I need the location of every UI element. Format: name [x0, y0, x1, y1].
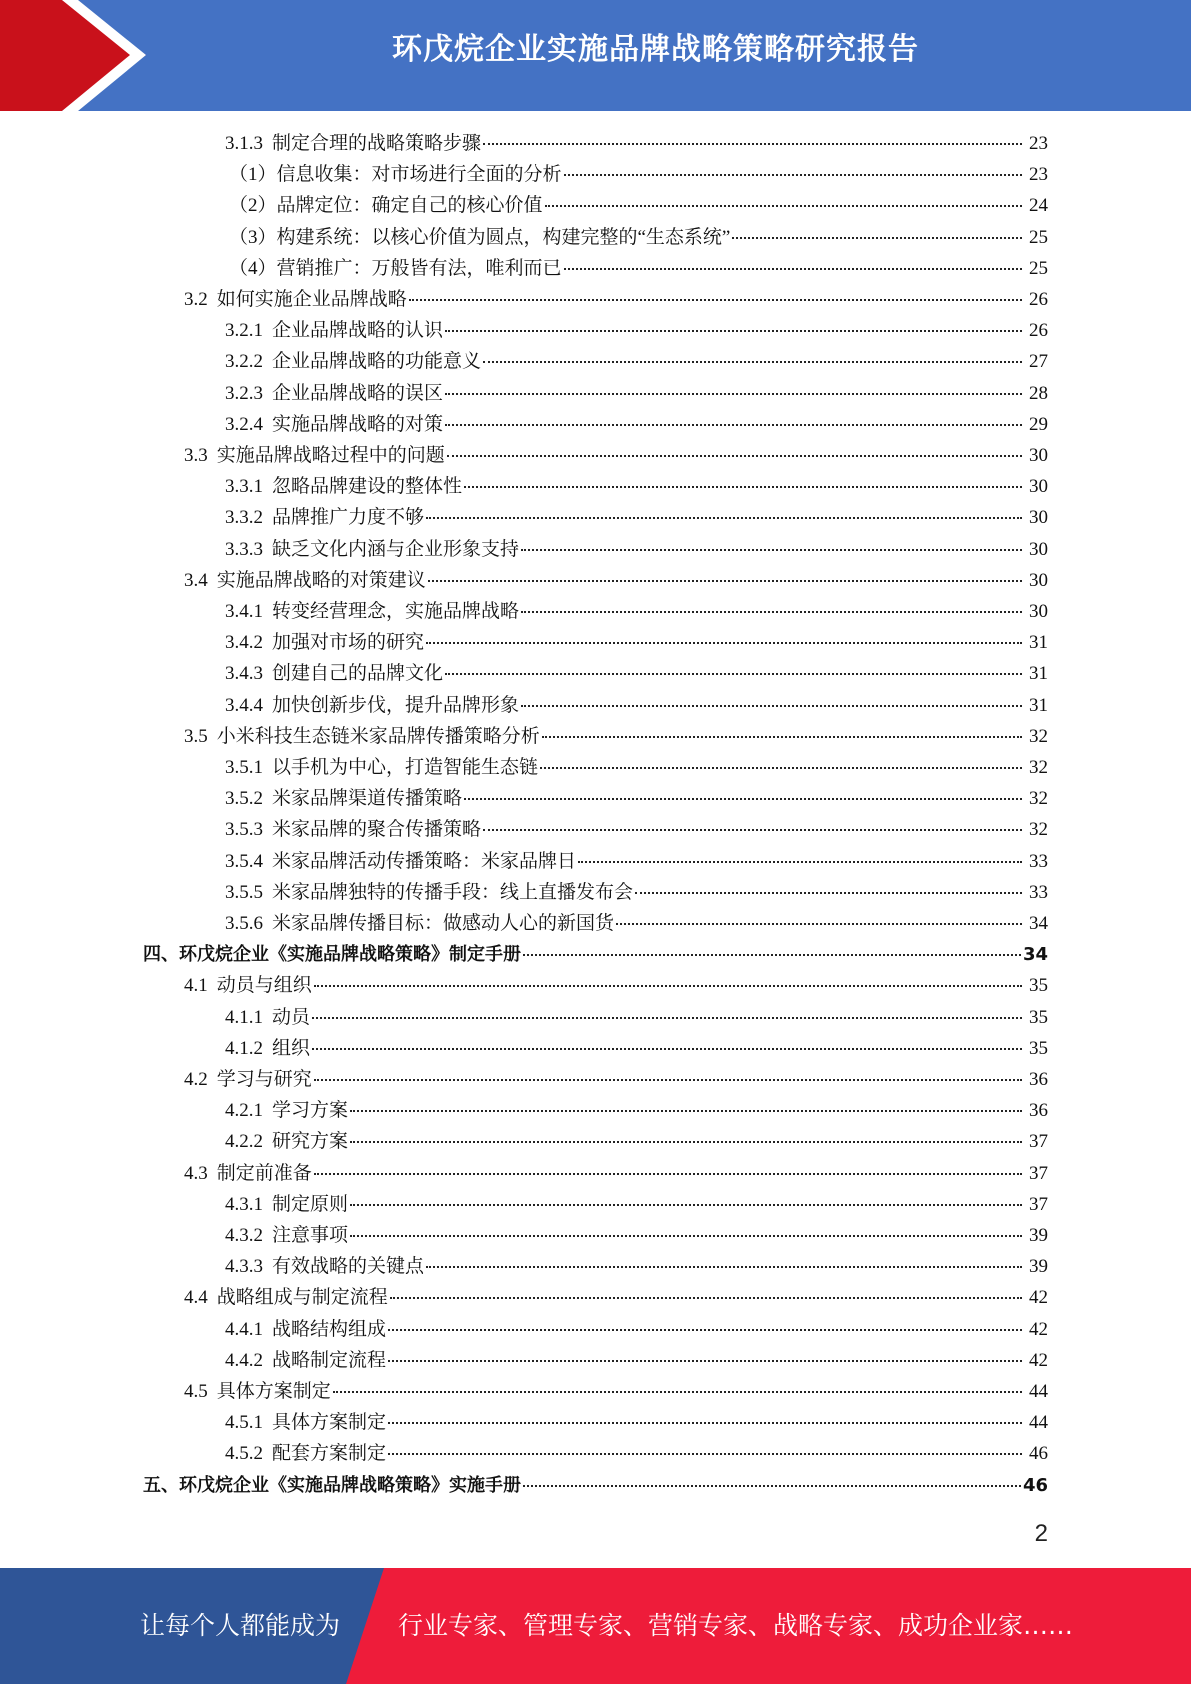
toc-entry-page: 25 — [1029, 226, 1048, 248]
toc-entry-title: 战略制定流程 — [272, 1349, 387, 1371]
toc-entry-page: 31 — [1029, 694, 1048, 716]
toc-entry-title: （3）构建系统：以核心价值为圆点，构建完整的“生态系统” — [229, 226, 731, 248]
toc-entry-title: 米家品牌的聚合传播策略 — [272, 819, 482, 841]
toc-entry-page: 34 — [1022, 944, 1048, 966]
toc-dot-leader — [350, 1110, 1022, 1112]
toc-entry-title: 创建自己的品牌文化 — [272, 663, 444, 685]
toc-entry-number: 3.3 — [184, 445, 208, 466]
toc-entry-title: 学习方案 — [272, 1100, 349, 1122]
toc-entry[interactable] — [225, 1189, 1048, 1220]
toc-entry[interactable] — [229, 159, 1048, 190]
toc-entry-number: 3.5.1 — [225, 757, 263, 778]
toc-dot-leader — [564, 268, 1022, 270]
toc-entry-title: 米家品牌传播目标：做感动人心的新国货 — [272, 913, 615, 934]
toc-dot-leader — [350, 1204, 1022, 1206]
toc-entry-title: 企业品牌战略的认识 — [272, 320, 444, 342]
toc-entry-page: 42 — [1029, 1287, 1048, 1309]
toc-dot-leader — [409, 299, 1022, 301]
toc-dot-leader — [523, 954, 1021, 956]
toc-entry-title: 转变经营理念，实施品牌战略 — [272, 601, 520, 622]
toc-entry-number: 3.2.2 — [225, 351, 263, 373]
toc-entry-page: 31 — [1029, 663, 1048, 685]
toc-entry-page: 32 — [1029, 819, 1048, 841]
toc-dot-leader — [545, 205, 1022, 207]
toc-entry[interactable] — [225, 1438, 1048, 1469]
toc-entry[interactable] — [143, 1470, 1048, 1501]
toc-dot-leader — [390, 1297, 1022, 1299]
toc-entry-number: 4.5.1 — [225, 1412, 263, 1434]
toc-entry-title: 配套方案制定 — [272, 1443, 387, 1465]
toc-entry-title: 加快创新步伐，提升品牌形象 — [272, 694, 520, 716]
toc-entry[interactable] — [225, 502, 1048, 533]
toc-entry-page: 39 — [1029, 1225, 1048, 1246]
toc-entry-page: 30 — [1029, 445, 1048, 466]
toc-entry-number: 4.3.2 — [225, 1225, 263, 1246]
toc-entry[interactable] — [225, 1407, 1048, 1438]
toc-entry-page: 36 — [1029, 1069, 1048, 1090]
toc-entry-number: 4.1.2 — [225, 1037, 263, 1059]
toc-entry[interactable] — [225, 690, 1048, 721]
toc-entry-number: 3.5.5 — [225, 881, 263, 903]
toc-entry-page: 30 — [1029, 601, 1048, 622]
toc-dot-leader — [445, 393, 1022, 395]
toc-entry-page: 32 — [1029, 725, 1048, 747]
toc-dot-leader — [483, 143, 1022, 145]
toc-entry[interactable] — [225, 1002, 1048, 1033]
toc-entry[interactable] — [225, 315, 1048, 346]
toc-entry-title: 注意事项 — [272, 1225, 349, 1246]
toc-dot-leader — [445, 330, 1022, 332]
toc-entry-page: 35 — [1029, 975, 1048, 997]
toc-entry[interactable] — [225, 378, 1048, 409]
toc-entry[interactable] — [229, 190, 1048, 221]
toc-dot-leader — [616, 923, 1022, 925]
toc-entry[interactable] — [225, 752, 1048, 783]
toc-entry[interactable] — [184, 1064, 1048, 1095]
toc-entry-title: 制定原则 — [272, 1193, 349, 1215]
toc-entry-number: 3.4 — [184, 569, 208, 591]
toc-entry[interactable] — [225, 596, 1048, 627]
toc-entry-number: 4.5.2 — [225, 1443, 263, 1465]
toc-dot-leader — [388, 1453, 1022, 1455]
toc-entry-title: 制定前准备 — [216, 1162, 312, 1184]
toc-entry-title: 动员与组织 — [216, 975, 312, 997]
toc-entry-page: 34 — [1029, 913, 1048, 934]
toc-entry-title: 学习与研究 — [216, 1069, 312, 1090]
toc-entry-page: 42 — [1029, 1318, 1048, 1340]
toc-entry[interactable] — [143, 939, 1048, 970]
toc-entry-page: 25 — [1029, 257, 1048, 279]
toc-dot-leader — [732, 237, 1022, 239]
toc-entry[interactable] — [225, 846, 1048, 877]
toc-entry-page: 27 — [1029, 351, 1048, 373]
toc-dot-leader — [521, 549, 1022, 551]
toc-entry-number: 3.1.3 — [225, 133, 263, 154]
toc-entry-page: 30 — [1029, 569, 1048, 591]
toc-dot-leader — [312, 1048, 1022, 1050]
toc-entry-page: 32 — [1029, 757, 1048, 778]
toc-entry[interactable] — [229, 253, 1048, 284]
toc-entry-number: 3.4.2 — [225, 632, 263, 654]
toc-entry[interactable] — [184, 1376, 1048, 1407]
toc-entry-title: 缺乏文化内涵与企业形象支持 — [272, 538, 520, 560]
toc-entry-title: 战略结构组成 — [272, 1318, 387, 1340]
toc-entry-number: 3.3.1 — [225, 476, 263, 498]
toc-entry-title: 实施品牌战略过程中的问题 — [216, 445, 445, 466]
toc-entry-page: 35 — [1029, 1006, 1048, 1028]
toc-entry-title: 企业品牌战略的功能意义 — [272, 351, 482, 373]
toc-entry[interactable] — [184, 440, 1048, 471]
toc-entry-title: 企业品牌战略的误区 — [272, 382, 444, 404]
toc-entry[interactable] — [225, 128, 1048, 159]
toc-dot-leader — [426, 642, 1022, 644]
toc-entry-page: 44 — [1029, 1412, 1048, 1434]
toc-entry-title: 如何实施企业品牌战略 — [216, 289, 407, 310]
toc-entry-title: 品牌推广力度不够 — [272, 507, 425, 529]
toc-entry-number: 3.5.2 — [225, 788, 263, 810]
toc-dot-leader — [350, 1141, 1022, 1143]
toc-dot-leader — [426, 517, 1022, 519]
toc-entry-page: 37 — [1029, 1131, 1048, 1153]
toc-entry[interactable] — [225, 471, 1048, 502]
toc-entry-title: 米家品牌活动传播策略：米家品牌日 — [272, 850, 577, 872]
toc-entry[interactable] — [225, 783, 1048, 814]
toc-entry-title: 研究方案 — [272, 1131, 349, 1153]
toc-entry[interactable] — [225, 1314, 1048, 1345]
toc-entry-title: 小米科技生态链米家品牌传播策略分析 — [216, 725, 540, 747]
toc-entry[interactable] — [225, 534, 1048, 565]
toc-entry[interactable] — [225, 814, 1048, 845]
toc-entry-page: 23 — [1029, 164, 1048, 186]
toc-entry-title: 加强对市场的研究 — [272, 632, 425, 654]
toc-entry-number: 4.4.1 — [225, 1318, 263, 1340]
toc-entry-number: 4.2.2 — [225, 1131, 263, 1153]
header-title: 环戊烷企业实施品牌战略策略研究报告 — [392, 32, 919, 67]
toc-entry-number: 4.4 — [184, 1287, 208, 1309]
toc-entry[interactable] — [184, 970, 1048, 1001]
toc-entry-title: 有效战略的关键点 — [272, 1256, 425, 1278]
toc-dot-leader — [521, 705, 1022, 707]
toc-entry-number: 3.3.3 — [225, 538, 263, 560]
toc-dot-leader — [523, 1485, 1021, 1487]
toc-entry-title: （2）品牌定位：确定自己的核心价值 — [229, 195, 543, 217]
toc-entry[interactable] — [225, 908, 1048, 939]
toc-entry-page: 30 — [1029, 538, 1048, 560]
toc-dot-leader — [426, 1266, 1022, 1268]
toc-entry-number: 3.5.3 — [225, 819, 263, 841]
toc-dot-leader — [314, 1079, 1022, 1081]
page-footer — [0, 1568, 1191, 1684]
toc-entry-title: （1）信息收集：对市场进行全面的分析 — [229, 164, 562, 186]
toc-entry-number: 3.2.4 — [225, 413, 263, 435]
toc-dot-leader — [445, 424, 1022, 426]
toc-entry[interactable] — [225, 1251, 1048, 1282]
toc-entry[interactable] — [184, 284, 1048, 315]
toc-entry[interactable] — [184, 1282, 1048, 1313]
toc-entry-number: 4.1.1 — [225, 1006, 263, 1028]
toc-dot-leader — [521, 611, 1022, 613]
toc-entry[interactable] — [225, 1033, 1048, 1064]
toc-entry-page: 30 — [1029, 476, 1048, 498]
toc-entry-number: 4.1 — [184, 975, 208, 997]
toc-entry-number: 3.5.4 — [225, 850, 263, 872]
toc-dot-leader — [333, 1391, 1022, 1393]
toc-dot-leader — [483, 829, 1022, 831]
toc-entry-page: 28 — [1029, 382, 1048, 404]
toc-entry-title: （4）营销推广：万般皆有法，唯利而已 — [229, 257, 562, 279]
toc-entry-page: 24 — [1029, 195, 1048, 217]
toc-dot-leader — [388, 1360, 1022, 1362]
toc-entry-title: 米家品牌独特的传播手段：线上直播发布会 — [272, 881, 634, 903]
toc-dot-leader — [388, 1329, 1022, 1331]
toc-entry-page: 39 — [1029, 1256, 1048, 1278]
toc-entry-number: 4.4.2 — [225, 1349, 263, 1371]
toc-entry-title: 动员 — [272, 1006, 311, 1028]
toc-entry[interactable] — [225, 409, 1048, 440]
toc-entry-page: 30 — [1029, 507, 1048, 529]
toc-dot-leader — [564, 174, 1022, 176]
toc-dot-leader — [540, 767, 1022, 769]
toc-entry-title: 组织 — [272, 1037, 311, 1059]
toc-entry-number: 3.2.1 — [225, 320, 263, 342]
toc-entry-number: 3.4.4 — [225, 694, 263, 716]
toc-entry-number: 4.2.1 — [225, 1100, 263, 1122]
toc-entry[interactable] — [225, 1095, 1048, 1126]
toc-entry-number: 3.2.3 — [225, 382, 263, 404]
toc-entry-page: 26 — [1029, 320, 1048, 342]
toc-dot-leader — [447, 455, 1022, 457]
toc-entry-page: 32 — [1029, 788, 1048, 810]
toc-entry-page: 35 — [1029, 1037, 1048, 1059]
toc-entry-page: 42 — [1029, 1349, 1048, 1371]
toc-dot-leader — [388, 1422, 1022, 1424]
toc-entry-page: 33 — [1029, 850, 1048, 872]
toc-entry-title: 米家品牌渠道传播策略 — [272, 788, 463, 810]
toc-entry-number: 4.3.1 — [225, 1193, 263, 1215]
toc-entry-number: 3.5.6 — [225, 913, 263, 934]
toc-dot-leader — [314, 985, 1022, 987]
toc-entry[interactable] — [225, 877, 1048, 908]
toc-entry-title: 战略组成与制定流程 — [216, 1287, 388, 1309]
toc-entry[interactable] — [184, 1158, 1048, 1189]
page-header — [0, 0, 1191, 111]
toc-entry-number: 4.3 — [184, 1162, 208, 1184]
toc-entry-title: 五、环戊烷企业《实施品牌战略策略》实施手册 — [143, 1474, 521, 1496]
toc-entry-title: 实施品牌战略的对策建议 — [216, 569, 426, 591]
toc-dot-leader — [542, 736, 1022, 738]
toc-entry-title: 实施品牌战略的对策 — [272, 413, 444, 435]
toc-dot-leader — [314, 1173, 1022, 1175]
toc-entry-page: 36 — [1029, 1100, 1048, 1122]
toc-entry-page: 26 — [1029, 289, 1048, 310]
toc-entry-page: 37 — [1029, 1193, 1048, 1215]
toc-dot-leader — [445, 673, 1022, 675]
toc-entry-number: 3.4.1 — [225, 601, 263, 622]
toc-entry-page: 23 — [1029, 133, 1048, 154]
toc-entry[interactable] — [184, 721, 1048, 752]
toc-entry[interactable] — [229, 222, 1048, 253]
toc-entry[interactable] — [225, 1126, 1048, 1157]
footer-slogan-right: 行业专家、管理专家、营销专家、战略专家、成功企业家…… — [398, 1611, 1074, 1640]
toc-entry-title: 具体方案制定 — [272, 1412, 387, 1434]
toc-entry-title: 忽略品牌建设的整体性 — [272, 476, 463, 498]
toc-dot-leader — [350, 1235, 1022, 1237]
toc-dot-leader — [464, 798, 1022, 800]
toc-entry-number: 3.2 — [184, 289, 208, 310]
toc-entry-number: 4.5 — [184, 1381, 208, 1402]
toc-entry[interactable] — [225, 658, 1048, 689]
toc-entry[interactable] — [225, 346, 1048, 377]
toc-entry-title: 制定合理的战略策略步骤 — [272, 133, 482, 154]
footer-slogan-left: 让每个人都能成为 — [140, 1611, 341, 1640]
toc-entry-page: 33 — [1029, 881, 1048, 903]
toc-entry-title: 四、环戊烷企业《实施品牌战略策略》制定手册 — [143, 944, 521, 966]
toc-entry[interactable] — [225, 1345, 1048, 1376]
toc-entry[interactable] — [184, 565, 1048, 596]
toc-dot-leader — [635, 892, 1022, 894]
toc-entry-page: 46 — [1022, 1474, 1048, 1496]
toc-entry[interactable] — [225, 1220, 1048, 1251]
toc-entry-title: 具体方案制定 — [216, 1381, 331, 1402]
toc-entry-number: 3.4.3 — [225, 663, 263, 685]
toc-entry-page: 46 — [1029, 1443, 1048, 1465]
toc-dot-leader — [578, 861, 1022, 863]
toc-dot-leader — [464, 486, 1022, 488]
toc-dot-leader — [312, 1017, 1022, 1019]
toc-entry-number: 4.3.3 — [225, 1256, 263, 1278]
page-number: 2 — [1034, 1520, 1048, 1547]
toc-entry-page: 31 — [1029, 632, 1048, 654]
toc-entry-title: 以手机为中心，打造智能生态链 — [272, 757, 539, 778]
toc-dot-leader — [428, 580, 1022, 582]
toc-entry-number: 4.2 — [184, 1069, 208, 1090]
toc-entry-page: 29 — [1029, 413, 1048, 435]
toc-entry-page: 44 — [1029, 1381, 1048, 1402]
toc-dot-leader — [483, 361, 1022, 363]
toc-entry-number: 3.5 — [184, 725, 208, 747]
toc-entry-page: 37 — [1029, 1162, 1048, 1184]
toc-entry-number: 3.3.2 — [225, 507, 263, 529]
toc-entry[interactable] — [225, 627, 1048, 658]
